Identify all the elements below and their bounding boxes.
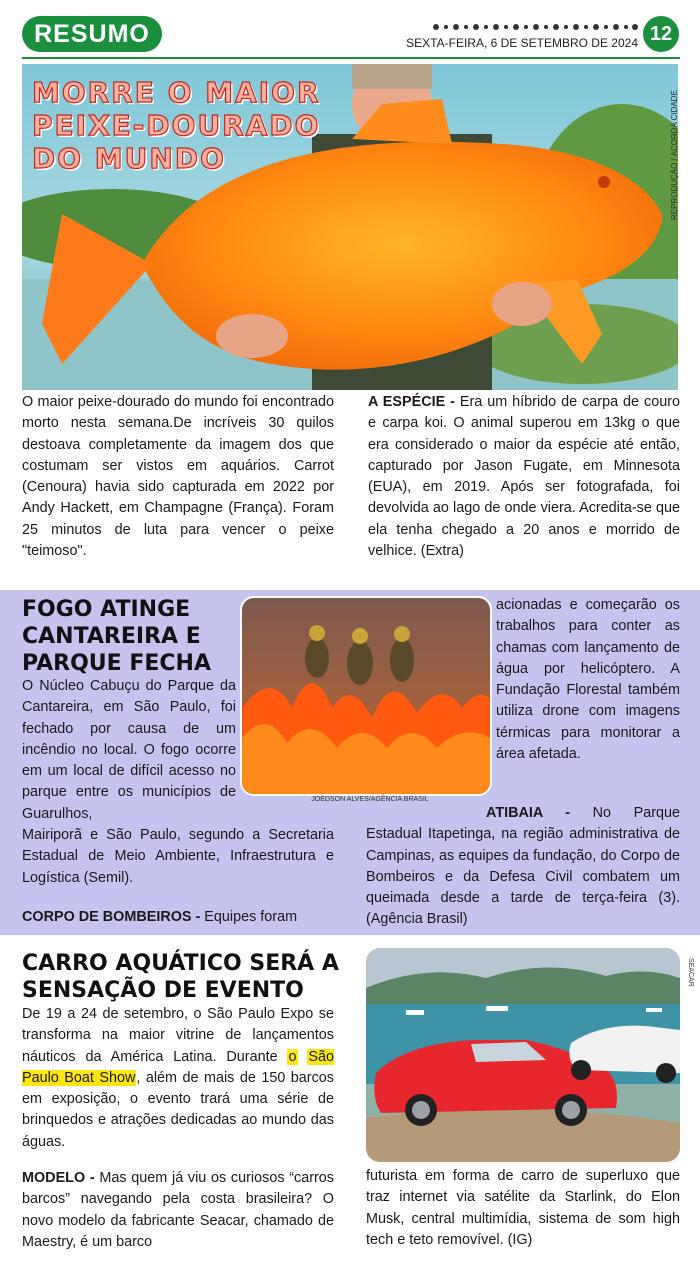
story2-left-text-3 bbox=[22, 907, 334, 928]
story2-left-tail: Equipes foram bbox=[200, 909, 298, 925]
story2-right-text-2 bbox=[366, 803, 680, 931]
story1-photo-credit: REPRODUÇÃO / ACORDA CIDADE bbox=[670, 90, 679, 220]
story1-right-text: Era um híbrido de carpa de couro e carpa koi. O animal superou em 13kg o que era considerado o maior da espécie até então, capturado por Jason Fugate, em Minnesota (EUA), em 2019. Após ser fotografada, foi devolvida ao lago de onde viera. Acredita-se que ela tenha chegado a 20 anos e morrido de velhice. (Extra) bbox=[368, 394, 680, 560]
story3-lead: MODELO - bbox=[22, 1170, 95, 1186]
story3-intro bbox=[22, 1004, 334, 1153]
story3-model-text bbox=[22, 1168, 334, 1253]
story3-text-2: Mas quem já viu os curiosos “carros barcos” navegando pela costa brasileira? O novo modelo da fabricante Seacar, chamado de Maestry, é um barco bbox=[22, 1170, 335, 1250]
story2-left-lead: CORPO DE BOMBEIROS - bbox=[22, 909, 201, 925]
story2-left-text-2: Mairiporã e São Paulo, segundo a Secretaria Estadual de Meio Ambiente, Infraestrutura e Logística (Semil). bbox=[22, 827, 334, 886]
ornament-decoration bbox=[430, 20, 640, 34]
story1-right-lead: A ESPÉCIE - bbox=[368, 394, 455, 410]
story2-right-lead: ATIBAIA - bbox=[486, 805, 571, 821]
page-number: 12 bbox=[643, 16, 679, 52]
story3-photo-credit: SEACAR bbox=[687, 958, 694, 987]
story3-right-text: futurista em forma de carro de superluxo que traz internet via satélite da Starlink, do Elon Musk, central multimídia, sistema de som high tech e teto removível. (IG) bbox=[366, 1168, 680, 1248]
story2-right-tail: No Parque Estadual Itapetinga, na região administrativa de Campinas, as equipes da fundação, do Corpo de Bombeiros e da Defesa Civil combatem um queimada desde a tarde de terça-feira (3). (Agência Brasil) bbox=[366, 805, 681, 928]
story3-headline: CARRO AQUÁTICO SERÁ A SENSAÇÃO DE EVENTO bbox=[22, 951, 339, 1003]
story3-highlight-o: o bbox=[288, 1048, 297, 1065]
story3-highlight: São Paulo Boat Show bbox=[22, 1048, 335, 1086]
seacar-photo bbox=[366, 948, 680, 1162]
story2-photo-credit: JOÉDSON ALVES/AGÊNCIA BRASIL bbox=[311, 796, 429, 803]
story1-left-column: O maior peixe-dourado do mundo foi encontrado morto nesta semana.De incríveis 30 quilos destoava completamente da imagem dos que costumam ser vistos em aquários. Carrot (Cenoura) havia sido capturada em 2022 por Andy Hackett, em Champagne (França). Foram 25 minutos de luta para vencer o peixe "teimoso". bbox=[22, 394, 334, 560]
story2-right-text-1: acionadas e começarão os trabalhos para conter as chamas com lançamento de água por helicóptero. A Fundação Florestal também utiliza drone com imagens térmicas para monitorar a área afetada. bbox=[496, 597, 680, 763]
issue-date: SEXTA-FEIRA, 6 DE SETEMBRO DE 2024 bbox=[406, 36, 638, 50]
story3-intro-before: De 19 a 24 de setembro, o São Paulo Expo se transforma na maior vitrine de lançamentos náuticos da América Latina. Durante bbox=[22, 1006, 334, 1065]
story2-headline: FOGO ATINGE CANTAREIRA E PARQUE FECHA bbox=[22, 597, 211, 676]
story1-headline: MORRE O MAIOR PEIXE-DOURADO DO MUNDO bbox=[32, 76, 321, 175]
story1-right-column bbox=[368, 392, 680, 562]
story3-intro-after: , além de mais de 150 barcos em exposição, o evento trará uma série de brinquedos e atrações dedicadas ao mundo das águas. bbox=[22, 1069, 334, 1150]
fire-photo bbox=[240, 596, 492, 796]
story2-left-text-1: O Núcleo Cabuçu do Parque da Cantareira, em São Paulo, foi fechado por causa de um incêndio no local. O fogo ocorre em um local de difícil acesso no parque entre os municípios de Guarulhos, bbox=[22, 678, 236, 822]
header-rule bbox=[22, 57, 680, 59]
section-label: RESUMO bbox=[22, 16, 162, 52]
